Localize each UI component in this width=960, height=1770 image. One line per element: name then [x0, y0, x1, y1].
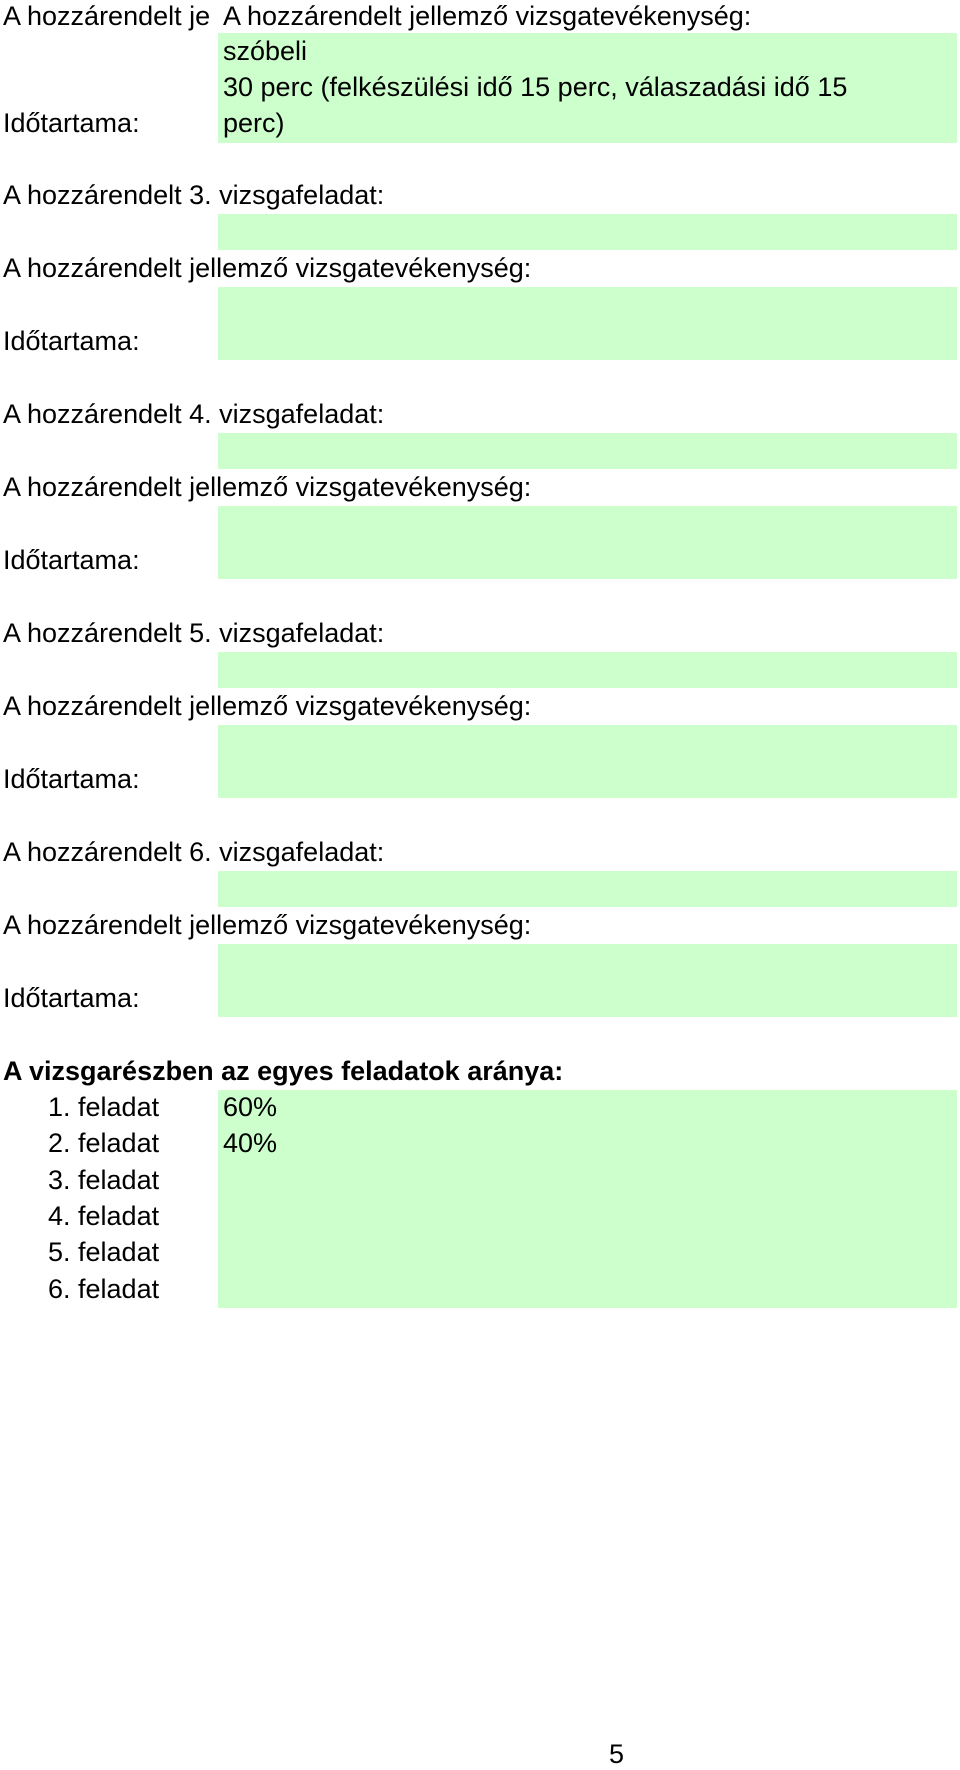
task-5-field[interactable]	[218, 652, 957, 688]
task-4-duration-label: Időtartama:	[3, 545, 140, 575]
task-6-label: A hozzárendelt 6. vizsgafeladat:	[3, 837, 385, 867]
task-4-activity-label: A hozzárendelt jellemző vizsgatevékenység:	[3, 472, 532, 502]
ratio-row-label: 3. feladat	[48, 1165, 160, 1195]
ratio-heading: A vizsgarészben az egyes feladatok aránya:	[3, 1056, 564, 1086]
top-duration-label: Időtartama:	[3, 108, 140, 138]
ratio-row-label: 4. feladat	[48, 1201, 160, 1231]
ratio-row-value: 40%	[223, 1128, 278, 1158]
ratio-row-label: 5. feladat	[48, 1237, 160, 1267]
top-activity-value: szóbeli	[223, 36, 308, 66]
task-6-field[interactable]	[218, 871, 957, 907]
top-duration-value-line2: perc)	[223, 108, 285, 138]
page-number: 5	[609, 1739, 625, 1769]
ratio-row-label: 2. feladat	[48, 1128, 160, 1158]
task-3-activity-duration-field[interactable]	[218, 287, 957, 360]
clipped-activity-label: A hozzárendelt je	[3, 1, 211, 31]
task-5-duration-label: Időtartama:	[3, 764, 140, 794]
task-3-field[interactable]	[218, 214, 957, 250]
task-3-duration-label: Időtartama:	[3, 326, 140, 356]
task-4-activity-duration-field[interactable]	[218, 506, 957, 579]
task-5-activity-duration-field[interactable]	[218, 725, 957, 798]
task-6-activity-duration-field[interactable]	[218, 944, 957, 1017]
task-3-activity-label: A hozzárendelt jellemző vizsgatevékenység:	[3, 253, 532, 283]
top-activity-label: A hozzárendelt jellemző vizsgatevékenység:	[223, 1, 752, 31]
ratio-row-value: 60%	[223, 1092, 278, 1122]
ratio-values-field[interactable]	[218, 1090, 957, 1308]
task-5-activity-label: A hozzárendelt jellemző vizsgatevékenység:	[3, 691, 532, 721]
task-4-field[interactable]	[218, 433, 957, 469]
ratio-row-label: 1. feladat	[48, 1092, 160, 1122]
ratio-row-label: 6. feladat	[48, 1274, 160, 1304]
task-3-label: A hozzárendelt 3. vizsgafeladat:	[3, 180, 385, 210]
top-duration-value-line1: 30 perc (felkészülési idő 15 perc, válaszadási idő 15	[223, 72, 848, 102]
task-5-label: A hozzárendelt 5. vizsgafeladat:	[3, 618, 385, 648]
task-6-duration-label: Időtartama:	[3, 983, 140, 1013]
task-4-label: A hozzárendelt 4. vizsgafeladat:	[3, 399, 385, 429]
task-6-activity-label: A hozzárendelt jellemző vizsgatevékenység:	[3, 910, 532, 940]
